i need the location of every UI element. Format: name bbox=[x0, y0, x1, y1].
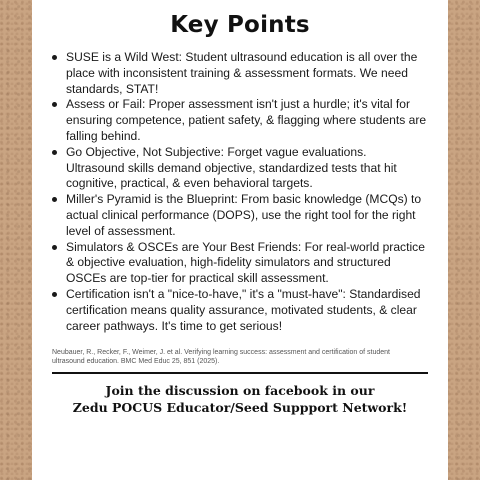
bullet-icon bbox=[52, 102, 57, 107]
call-to-action bbox=[52, 382, 428, 416]
key-points-list bbox=[52, 50, 428, 334]
key-point-item bbox=[52, 50, 428, 97]
key-point-item bbox=[52, 145, 428, 192]
bullet-icon bbox=[52, 150, 57, 155]
cta-line-1: Join the discussion on facebook in our bbox=[105, 383, 375, 399]
citation: Neubauer, R., Recker, F., Weimer, J. et al. Verifying learning success: assessment and certification of student ultrasound education. BMC Med Educ 25, 851 (2025). bbox=[52, 349, 390, 366]
key-point-text: Go Objective, Not Subjective: Forget vague evaluations. Ultrasound skills demand objective, standardized tests that hit cognitive, practical, & even behavioral targets. bbox=[66, 144, 397, 191]
key-point-item bbox=[52, 287, 428, 334]
key-point-item bbox=[52, 192, 428, 239]
key-point-text: Miller's Pyramid is the Blueprint: From basic knowledge (MCQs) to actual clinical performance (DOPS), use the right tool for the right level of assessment. bbox=[66, 192, 422, 238]
key-point-text: SUSE is a Wild West: Student ultrasound education is all over the place with inconsistent training & assessment formats. We need standards, STAT! bbox=[66, 50, 418, 96]
key-point-item bbox=[52, 97, 428, 144]
key-point-item bbox=[52, 240, 428, 287]
divider bbox=[52, 372, 428, 374]
bullet-icon bbox=[52, 197, 57, 202]
key-point-text: Simulators & OSCEs are Your Best Friends: For real-world practice & objective evaluation, high-fidelity simulators and structured OSCEs are top-tier for practical skill assessment. bbox=[66, 239, 425, 286]
page-title: Key Points bbox=[170, 12, 310, 38]
bullet-icon bbox=[52, 292, 57, 297]
bullet-icon bbox=[52, 245, 57, 250]
key-point-text: Certification isn't a "nice-to-have," it's a "must-have": Standardised certification means quality assurance, motivated students, & clear career pathways. It's time to get serious! bbox=[66, 286, 421, 333]
bullet-icon bbox=[52, 55, 57, 60]
content-card bbox=[32, 0, 448, 480]
cta-line-2: Zedu POCUS Educator/Seed Suppport Network! bbox=[72, 400, 408, 416]
key-point-text: Assess or Fail: Proper assessment isn't just a hurdle; it's vital for ensuring competence, patient safety, & flagging where students are falling behind. bbox=[66, 97, 427, 143]
